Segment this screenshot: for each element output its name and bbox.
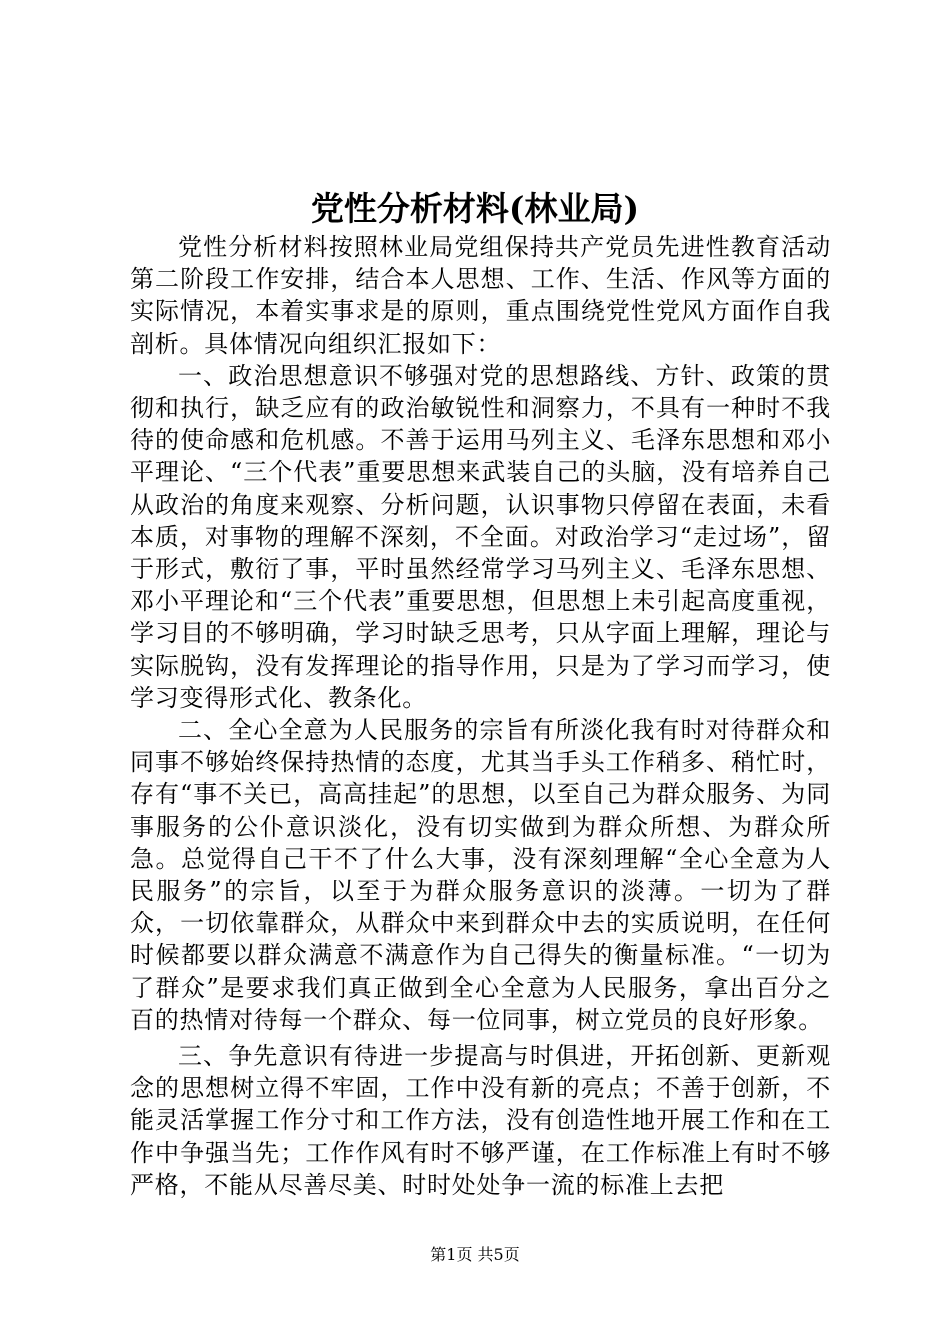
paragraph-section-3: 三、争先意识有待进一步提高与时俱进，开拓创新、更新观念的思想树立得不牢固，工作中没有新的亮点；不善于创新，不能灵活掌握工作分寸和工作方法，没有创造性地开展工作和在工作中争强当先；工作作风有时不够严谨，在工作标准上有时不够严格，不能从尽善尽美、时时处处争一流的标准上去把	[130, 1042, 831, 1199]
paragraph-section-2: 二、全心全意为人民服务的宗旨有所淡化我有时对待群众和同事不够始终保持热情的态度，尤其当手头工作稍多、稍忙时，存有“事不关已，高高挂起”的思想，以至自己为群众服务、为同事服务的公仆意识淡化，没有切实做到为群众所想、为群众所急。总觉得自己干不了什么大事，没有深刻理解“全心全意为人民服务”的宗旨，以至于为群众服务意识的淡薄。一切为了群众，一切依靠群众，从群众中来到群众中去的实质说明，在任何时候都要以群众满意不满意作为自己得失的衡量标准。“一切为了群众”是要求我们真正做到全心全意为人民服务，拿出百分之百的热情对待每一个群众、每一位同事，树立党员的良好形象。	[130, 716, 831, 1034]
document-body	[130, 231, 831, 1201]
paragraph-intro: 党性分析材料按照林业局党组保持共产党员先进性教育活动第二阶段工作安排，结合本人思想、工作、生活、作风等方面的实际情况，本着实事求是的原则，重点围绕党性党风方面作自我剖析。具体情况向组织汇报如下：	[130, 233, 831, 358]
paragraph-section-1: 一、政治思想意识不够强对党的思想路线、方针、政策的贯彻和执行，缺乏应有的政治敏锐性和洞察力，不具有一种时不我待的使命感和危机感。不善于运用马列主义、毛泽东思想和邓小平理论、“三个代表”重要思想来武装自己的头脑，没有培养自己从政治的角度来观察、分析问题，认识事物只停留在表面，未看本质，对事物的理解不深刻，不全面。对政治学习“走过场”，留于形式，敷衍了事，平时虽然经常学习马列主义、毛泽东思想、邓小平理论和“三个代表”重要思想，但思想上未引起高度重视，学习目的不够明确，学习时缺乏思考，只从字面上理解，理论与实际脱钩，没有发挥理论的指导作用，只是为了学习而学习，使学习变得形式化、教条化。	[130, 361, 831, 712]
page-footer: 第1页 共5页	[430, 1245, 520, 1264]
document-title: 党性分析材料(林业局)	[310, 189, 640, 228]
